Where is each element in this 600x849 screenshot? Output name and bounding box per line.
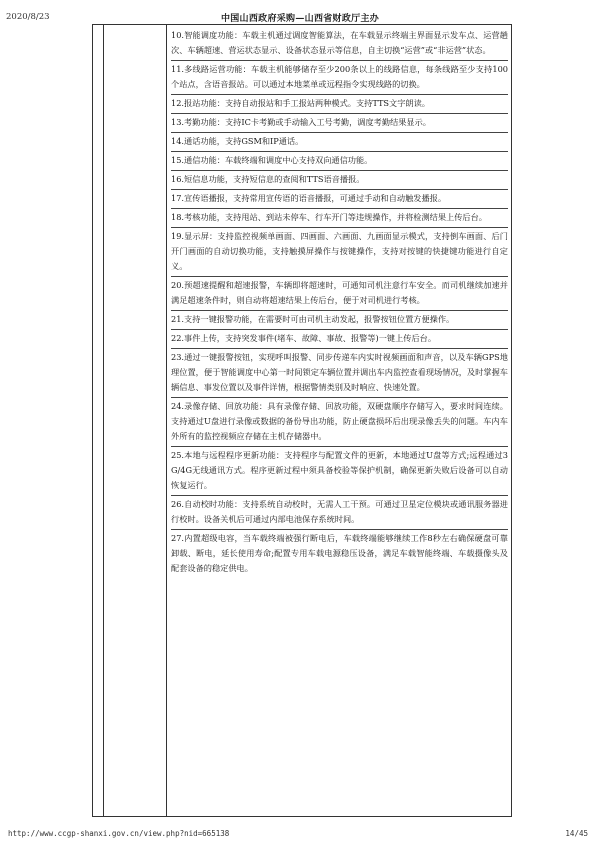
spec-item-22: 22.事件上传，支持突发事件(堵车、故障、事故、报警等)一键上传后台。 [171, 330, 508, 349]
spec-item-20: 20.预超速提醒和超速报警，车辆即将超速时，可通知司机注意行车安全。而司机继续加速并满足超速条件时，则自动将超速结果上传后台，便于对司机进行考核。 [171, 277, 508, 311]
spec-item-19: 19.显示屏：支持监控视频单画面、四画面、六画面、九画面显示模式，支持倒车画面、后门开门画面的自动切换功能，支持触摸屏操作与按键操作，支持对按键的快捷键功能进行自定义。 [171, 228, 508, 277]
spec-item-26: 26.自动校时功能：支持系统自动校时，无需人工干预。可通过卫星定位模块或通讯服务器进行校时。设备关机后可通过内部电池保存系统时间。 [171, 496, 508, 530]
table-column-divider [166, 25, 167, 816]
spec-content-cell [168, 27, 511, 578]
table-column-divider [103, 25, 104, 816]
spec-item-14: 14.通话功能，支持GSM和IP通话。 [171, 133, 508, 152]
spec-item-17: 17.宣传语播报，支持常用宣传语的语音播报，可通过手动和自动触发播报。 [171, 190, 508, 209]
spec-item-27: 27.内置超级电容，当车载终端被强行断电后，车载终端能够继续工作8秒左右确保硬盘可靠卸载、断电，延长使用寿命;配置专用车载电源稳压设备，满足车载智能终端、车载摄像头及配套设备的稳定供电。 [171, 533, 508, 573]
page-header-title: 中国山西政府采购—山西省财政厅主办 [220, 14, 380, 24]
spec-item-25: 25.本地与远程程序更新功能：支持程序与配置文件的更新，本地通过U盘等方式;远程通过3G/4G无线通讯方式。程序更新过程中须具备校验等保护机制，确保更新失败后设备可以自动恢复运行。 [171, 447, 508, 496]
spec-table [92, 24, 512, 817]
footer-url: http://www.ccgp-shanxi.gov.cn/view.php?nid=665138 [8, 829, 230, 838]
spec-item-16: 16.短信息功能，支持短信息的查阅和TTS语音播报。 [171, 171, 508, 190]
spec-item-12: 12.报站功能：支持自动报站和手工报站两种模式。支持TTS文字朗读。 [171, 95, 508, 114]
print-date: 2020/8/23 [6, 12, 50, 22]
page-number: 14/45 [565, 829, 588, 838]
spec-item-11: 11.多线路运营功能：车载主机能够储存至少200条以上的线路信息，每条线路至少支持100个站点，含语音报站。可以通过本地菜单或远程指令实现线路的切换。 [171, 61, 508, 95]
spec-item-15: 15.通信功能：车载终端和调度中心支持双向通信功能。 [171, 152, 508, 171]
spec-item-10: 10.智能调度功能：车载主机通过调度智能算法，在车载显示终端主界面显示发车点、运营趟次、车辆超速、营运状态显示、设备状态显示等信息，自主切换“运营”或“非运营”状态。 [171, 27, 508, 61]
spec-item-24: 24.录像存储、回放功能：具有录像存储、回放功能，双硬盘顺序存储写入，要求时间连续。支持通过U盘进行录像或数据的备份导出功能，防止硬盘损坏后出现录像丢失的问题。车内车外所有的监控视频应存储在主机存储器中。 [171, 398, 508, 447]
spec-item-23: 23.通过一键报警按钮，实现呼叫报警、同步传递车内实时视频画面和声音，以及车辆GPS地理位置，便于智能调度中心第一时间锁定车辆位置并调出车内监控查看现场情况，及时掌握车辆信息、事发位置以及事件详情，根据警情类别及时响应、快速处置。 [171, 349, 508, 398]
spec-item-13: 13.考勤功能：支持IC卡考勤或手动输入工号考勤，调度考勤结果显示。 [171, 114, 508, 133]
spec-item-21: 21.支持一键报警功能，在需要时可由司机主动发起，报警按钮位置方便操作。 [171, 311, 508, 330]
spec-item-18: 18.考核功能，支持甩站、到站未停车、行车开门等违规操作，并将检测结果上传后台。 [171, 209, 508, 228]
